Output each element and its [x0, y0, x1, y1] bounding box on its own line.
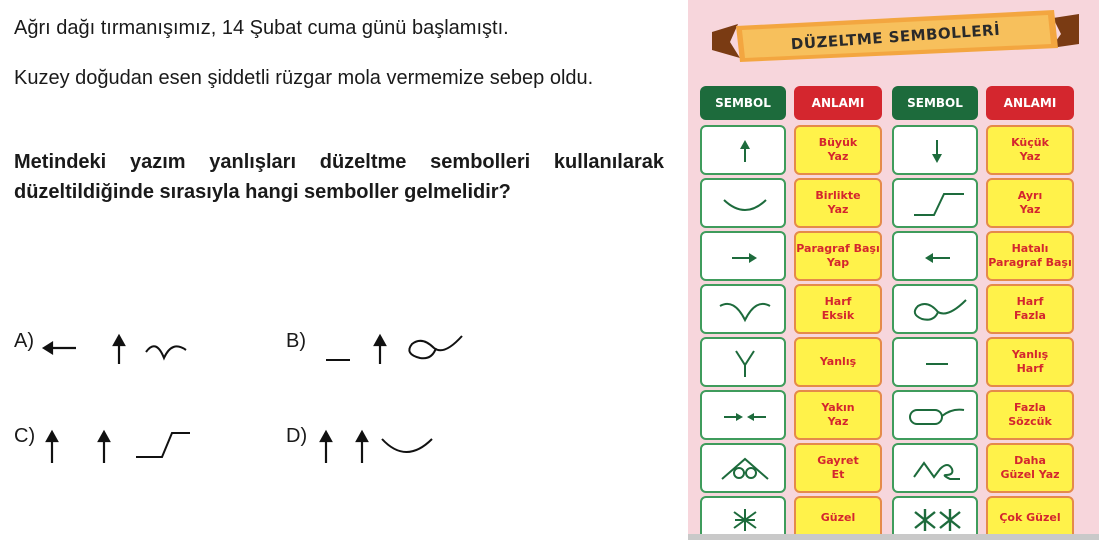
banner — [708, 6, 1083, 68]
effort-icon — [702, 445, 788, 495]
y-mark-icon — [702, 339, 788, 389]
step-line-icon — [894, 180, 980, 230]
option-c-label: C) — [14, 425, 36, 447]
arrow-up-icon — [321, 432, 331, 463]
banner-title: DÜZELTME SEMBOLLERİ — [790, 20, 1001, 54]
option-d-label: D) — [286, 425, 308, 447]
meaning-text: Yanlış Harf — [1011, 348, 1049, 375]
question-paragraph-2: Kuzey doğudan esen şiddetli rüzgar mola vermemize sebep oldu. — [14, 67, 594, 89]
arrow-up-icon — [357, 432, 367, 463]
panel-bottom-strip — [688, 534, 1099, 540]
symbol-cell-buyuk-yaz — [700, 125, 786, 175]
meaning-text: Büyük Yaz — [818, 136, 858, 163]
header-symbol-right: SEMBOL — [892, 86, 978, 120]
meaning-text: Paragraf Başı Yap — [796, 242, 880, 269]
meaning-text: Çok Güzel — [999, 511, 1061, 524]
meaning-cell-fazla-sozcuk — [986, 390, 1074, 440]
arrow-down-icon — [894, 127, 980, 177]
meaning-cell-paragraf-basi-yap — [794, 231, 882, 281]
header-meaning-right: ANLAMI — [986, 86, 1074, 120]
question-prompt: Metindeki yazım yanlışları düzeltme sembolleri kullanılarak düzeltildiğinde sırasıyla hangi semboller gelmelidir? — [14, 151, 664, 203]
symbol-cell-yakin-yaz — [700, 390, 786, 440]
meaning-cell-yakin-yaz — [794, 390, 882, 440]
meaning-cell-daha-guzel-yaz — [986, 443, 1074, 493]
symbol-cell-gayret-et — [700, 443, 786, 493]
option-d-symbols — [286, 425, 506, 465]
meaning-text: Gayret Et — [817, 454, 859, 481]
arc-icon — [702, 180, 788, 230]
header-symbol-left: SEMBOL — [700, 86, 786, 120]
correction-symbols-panel — [688, 0, 1099, 540]
symbol-cell-birlikte-yaz — [700, 178, 786, 228]
symbol-cell-fazla-sozcuk — [892, 390, 978, 440]
arrow-up-icon — [99, 432, 109, 463]
question-paragraph-1: Ağrı dağı tırmanışımız, 14 Şubat cuma günü başlamıştı. — [14, 17, 509, 39]
option-b[interactable] — [286, 330, 506, 370]
meaning-text: Küçük Yaz — [1011, 136, 1049, 163]
option-c-symbols — [14, 425, 234, 465]
symbol-cell-harf-eksik — [700, 284, 786, 334]
meaning-text: Birlikte Yaz — [815, 189, 861, 216]
v-mark-icon — [702, 286, 788, 336]
meaning-text: Daha Güzel Yaz — [1000, 454, 1060, 481]
meaning-cell-harf-fazla — [986, 284, 1074, 334]
meaning-text: Güzel — [820, 511, 856, 524]
arrow-up-icon — [114, 336, 124, 364]
meaning-cell-yanlis — [794, 337, 882, 387]
meaning-cell-gayret-et — [794, 443, 882, 493]
symbol-cell-yanlis — [700, 337, 786, 387]
meaning-cell-buyuk-yaz — [794, 125, 882, 175]
option-b-symbols — [286, 330, 506, 370]
symbol-cell-hatali-paragraf-basi — [892, 231, 978, 281]
meaning-cell-ayri-yaz — [986, 178, 1074, 228]
meaning-cell-birlikte-yaz — [794, 178, 882, 228]
symbol-cell-daha-guzel-yaz — [892, 443, 978, 493]
meaning-text: Ayrı Yaz — [1017, 189, 1043, 216]
meaning-text: Yakın Yaz — [821, 401, 855, 428]
header-meaning-left: ANLAMI — [794, 86, 882, 120]
option-a-symbols — [14, 330, 234, 370]
better-writing-icon — [894, 445, 980, 495]
option-a[interactable] — [14, 330, 234, 370]
meaning-text: Fazla Sözcük — [1008, 401, 1052, 428]
meaning-cell-hatali-paragraf-basi — [986, 231, 1074, 281]
v-mark-icon — [146, 346, 186, 358]
meaning-cell-kucuk-yaz — [986, 125, 1074, 175]
option-c[interactable] — [14, 425, 234, 465]
loop-delete-icon — [894, 286, 980, 336]
symbol-cell-paragraf-basi-yap — [700, 231, 786, 281]
option-d[interactable] — [286, 425, 506, 465]
arrow-left-icon — [894, 233, 980, 283]
meaning-text: Harf Fazla — [1014, 295, 1046, 322]
arc-icon — [382, 439, 432, 452]
dash-icon — [894, 339, 980, 389]
arrow-up-icon — [47, 432, 57, 463]
symbol-cell-ayri-yaz — [892, 178, 978, 228]
symbol-cell-harf-fazla — [892, 284, 978, 334]
arrow-up-icon — [375, 336, 385, 364]
meaning-text: Hatalı Paragraf Başı — [988, 242, 1072, 269]
meaning-text: Yanlış — [819, 355, 857, 368]
meaning-text: Harf Eksik — [821, 295, 855, 322]
option-b-label: B) — [286, 330, 306, 352]
meaning-cell-yanlis-harf — [986, 337, 1074, 387]
step-line-icon — [136, 433, 190, 457]
converging-arrows-icon — [702, 392, 788, 442]
word-delete-icon — [894, 392, 980, 442]
arrow-left-icon — [44, 343, 76, 353]
symbol-cell-kucuk-yaz — [892, 125, 978, 175]
symbol-cell-yanlis-harf — [892, 337, 978, 387]
arrow-right-icon — [702, 233, 788, 283]
arrow-up-icon — [702, 127, 788, 177]
option-a-label: A) — [14, 330, 34, 352]
loop-delete-icon — [409, 336, 462, 358]
meaning-cell-harf-eksik — [794, 284, 882, 334]
